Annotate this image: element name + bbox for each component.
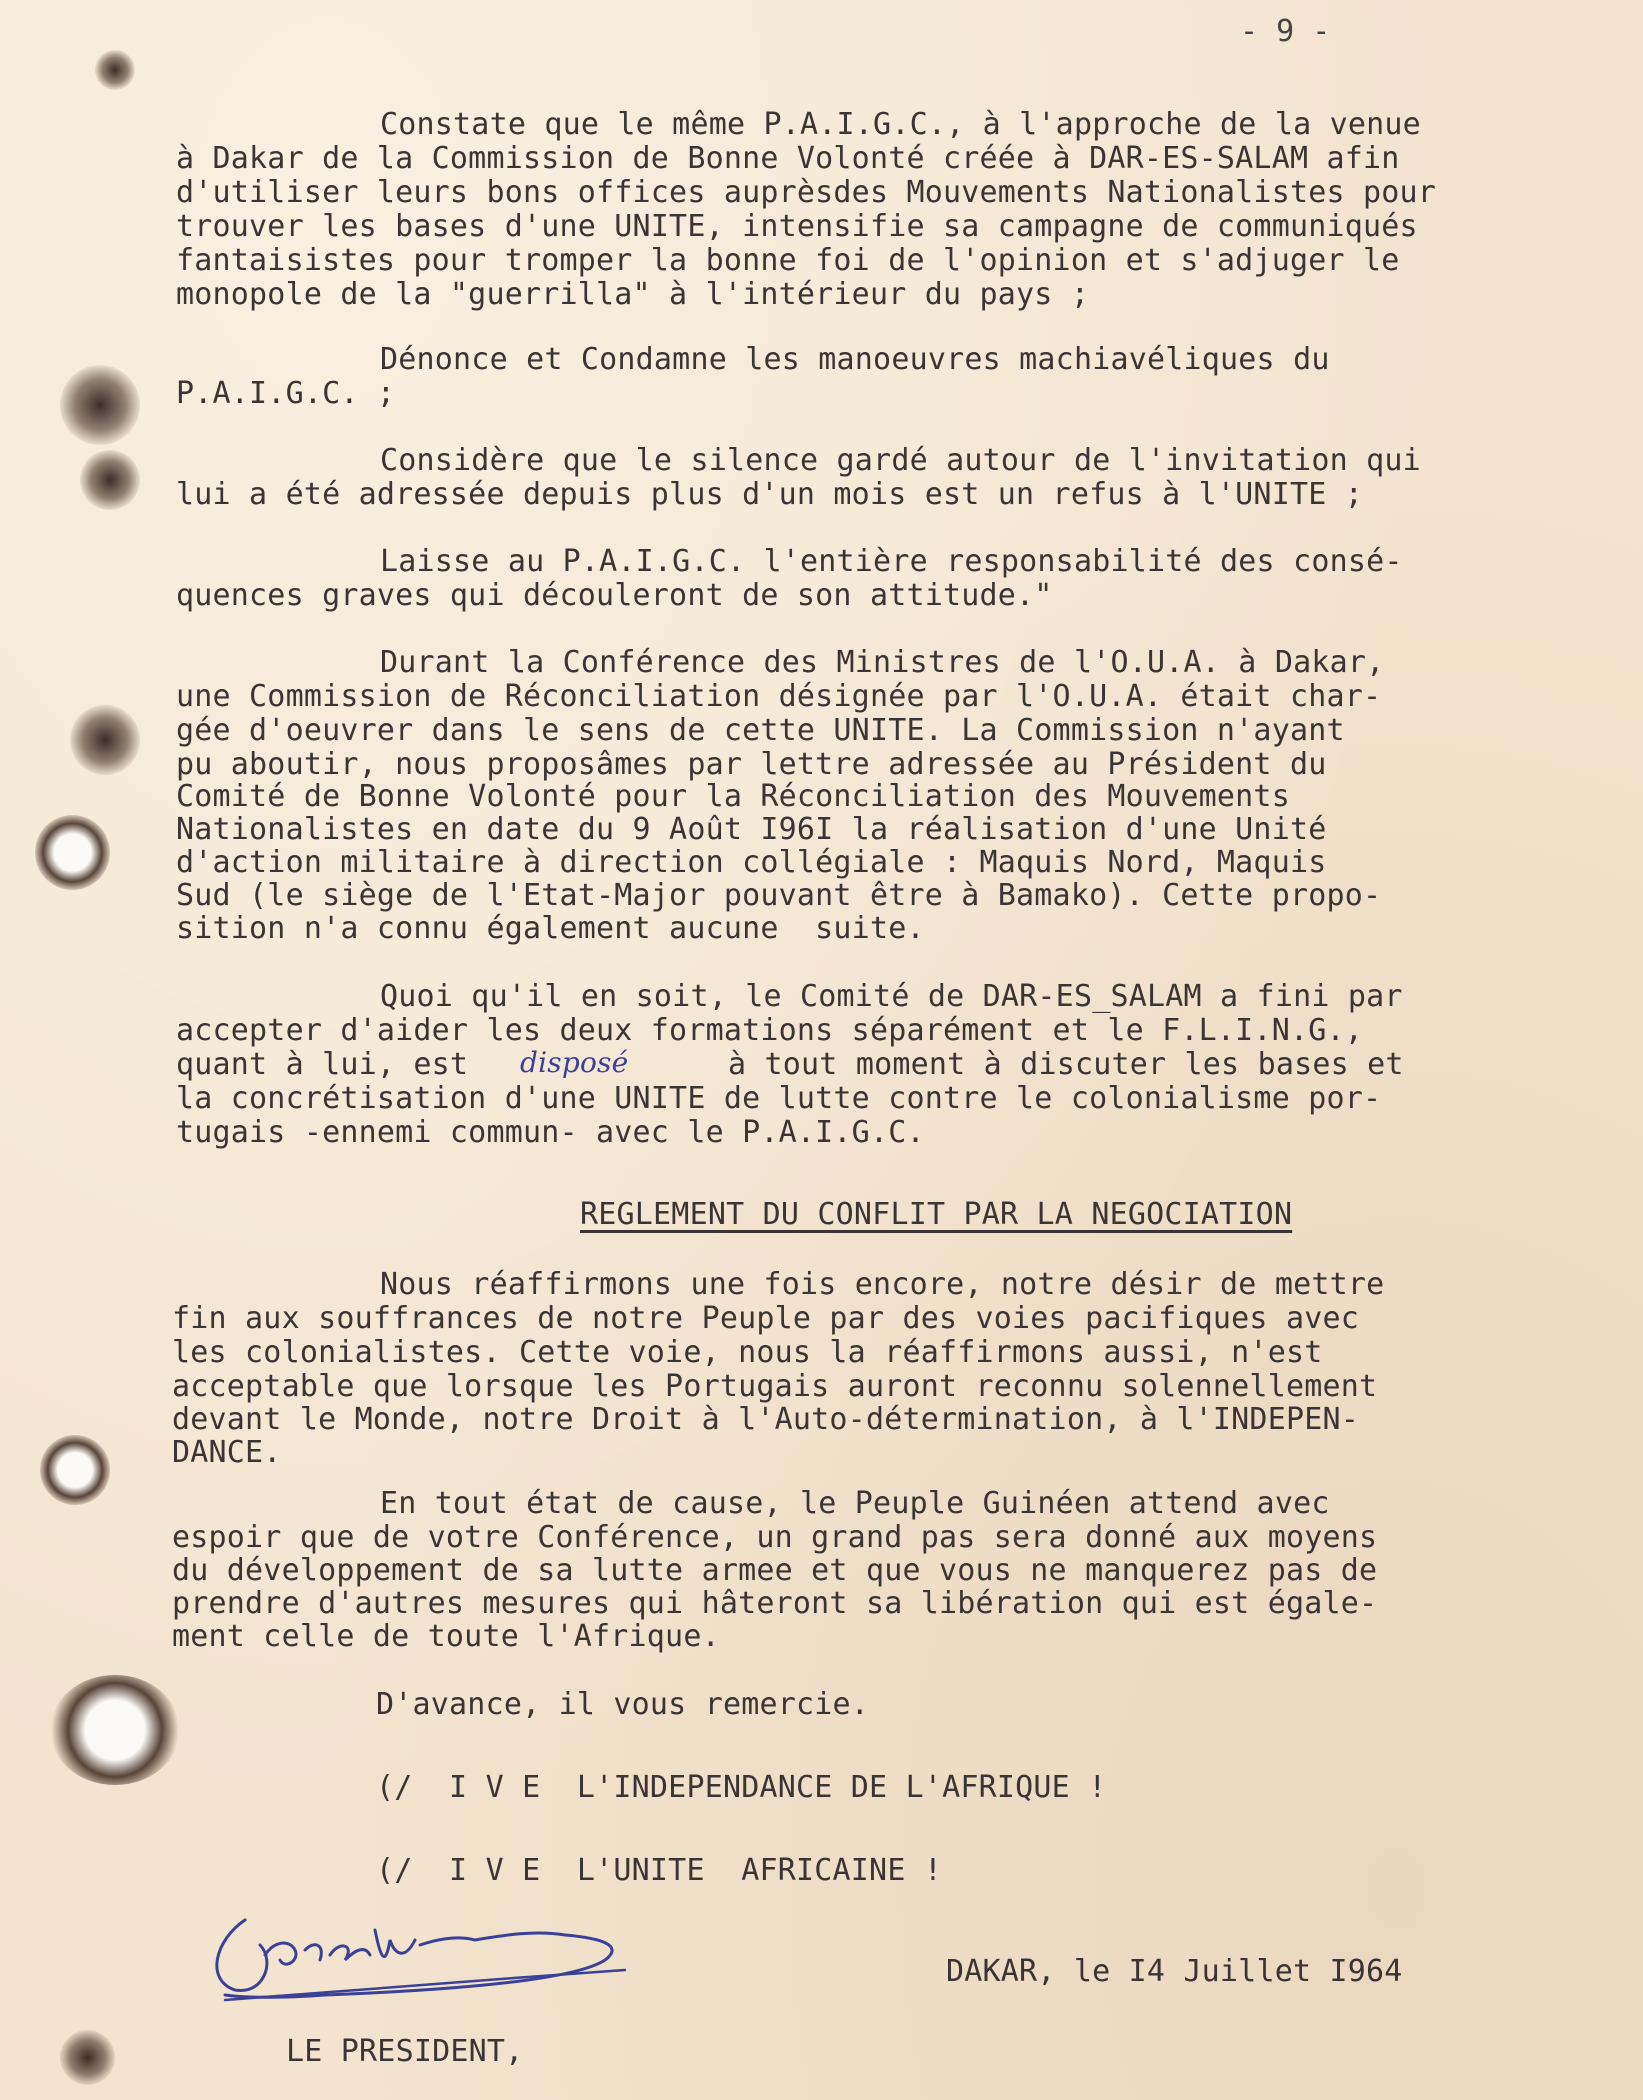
page-number: - 9 - — [1240, 14, 1331, 49]
text-line: Nous réaffirmons une fois encore, notre désir de mettre — [380, 1267, 1385, 1302]
text-line: Dénonce et Condamne les manoeuvres machiavéliques du — [380, 342, 1330, 377]
text-line: monopole de la "guerrilla" à l'intérieur du pays ; — [176, 277, 1090, 312]
burn-mark — [60, 365, 140, 445]
text-line: Durant la Conférence des Ministres de l'O.U.A. à Dakar, — [380, 645, 1385, 680]
date-line: DAKAR, le I4 Juillet I964 — [946, 1954, 1403, 1989]
signature — [205, 1900, 655, 2010]
text-line: tugais -ennemi commun- avec le P.A.I.G.C. — [176, 1115, 925, 1150]
text-line: Comité de Bonne Volonté pour la Réconciliation des Mouvements — [176, 779, 1290, 814]
text-line: Sud (le siège de l'Etat-Major pouvant être à Bamako). Cette propo- — [176, 878, 1382, 913]
text-line: espoir que de votre Conférence, un grand pas sera donné aux moyens — [172, 1520, 1378, 1555]
text-line: une Commission de Réconciliation désignée par l'O.U.A. était char- — [176, 679, 1382, 714]
section-heading: REGLEMENT DU CONFLIT PAR LA NEGOCIATION — [580, 1197, 1293, 1232]
punch-hole — [50, 1675, 180, 1785]
text-line: d'utiliser leurs bons offices auprèsdes Mouvements Nationalistes pour — [176, 175, 1437, 210]
signatory-line: LE PRESIDENT, — [286, 2034, 524, 2069]
text-line: les colonialistes. Cette voie, nous la réaffirmons aussi, n'est — [172, 1335, 1323, 1370]
handwritten-word: disposé — [520, 1046, 629, 1079]
text-line: gée d'oeuvrer dans le sens de cette UNITE. La Commission n'ayant — [176, 713, 1345, 748]
text-line: Laisse au P.A.I.G.C. l'entière responsabilité des consé- — [380, 544, 1403, 579]
burn-mark — [60, 2030, 115, 2085]
text-line: En tout état de cause, le Peuple Guinéen attend avec — [380, 1486, 1330, 1521]
punch-hole — [35, 815, 110, 890]
closing-line: D'avance, il vous remercie. — [376, 1687, 870, 1722]
text-line: Constate que le même P.A.I.G.C., à l'approche de la venue — [380, 107, 1421, 142]
text-line: sition n'a connu également aucune suite. — [176, 911, 925, 946]
text-line: la concrétisation d'une UNITE de lutte contre le colonialisme por- — [176, 1081, 1382, 1116]
text-line: fantaisistes pour tromper la bonne foi de l'opinion et s'adjuger le — [176, 243, 1400, 278]
slogan-line: (/ I V E L'INDEPENDANCE DE L'AFRIQUE ! — [376, 1770, 1107, 1805]
text-line: à Dakar de la Commission de Bonne Volonté créée à DAR-ES-SALAM afin — [176, 141, 1400, 176]
text-line: à tout moment à discuter les bases et — [728, 1047, 1404, 1082]
text-line: trouver les bases d'une UNITE, intensifie sa campagne de communiqués — [176, 209, 1418, 244]
text-line: Nationalistes en date du 9 Août I96I la réalisation d'une Unité — [176, 812, 1327, 847]
text-line: quant à lui, est — [176, 1047, 469, 1082]
text-line: Quoi qu'il en soit, le Comité de DAR-ES_SALAM a fini par — [380, 979, 1403, 1014]
text-line: acceptable que lorsque les Portugais auront reconnu solennellement — [172, 1369, 1378, 1404]
text-line: devant le Monde, notre Droit à l'Auto-détermination, à l'INDEPEN- — [172, 1402, 1359, 1437]
burn-mark — [95, 50, 135, 90]
slogan-line: (/ I V E L'UNITE AFRICAINE ! — [376, 1853, 943, 1888]
text-line: pu aboutir, nous proposâmes par lettre adressée au Président du — [176, 747, 1327, 782]
text-line: du développement de sa lutte armee et que vous ne manquerez pas de — [172, 1553, 1378, 1588]
text-line: P.A.I.G.C. ; — [176, 376, 396, 411]
text-line: DANCE. — [172, 1435, 282, 1470]
text-line: lui a été adressée depuis plus d'un mois est un refus à l'UNITE ; — [176, 477, 1363, 512]
burn-mark — [70, 705, 140, 775]
text-line: quences graves qui découleront de son attitude." — [176, 578, 1053, 613]
text-line: accepter d'aider les deux formations séparément et le F.L.I.N.G., — [176, 1013, 1363, 1048]
text-line: fin aux souffrances de notre Peuple par des voies pacifiques avec — [172, 1301, 1359, 1336]
burn-mark — [80, 450, 140, 510]
text-line: ment celle de toute l'Afrique. — [172, 1619, 720, 1654]
text-line: d'action militaire à direction collégiale : Maquis Nord, Maquis — [176, 845, 1327, 880]
text-line: prendre d'autres mesures qui hâteront sa libération qui est égale- — [172, 1586, 1378, 1621]
punch-hole — [40, 1435, 110, 1505]
text-line: Considère que le silence gardé autour de l'invitation qui — [380, 443, 1421, 478]
